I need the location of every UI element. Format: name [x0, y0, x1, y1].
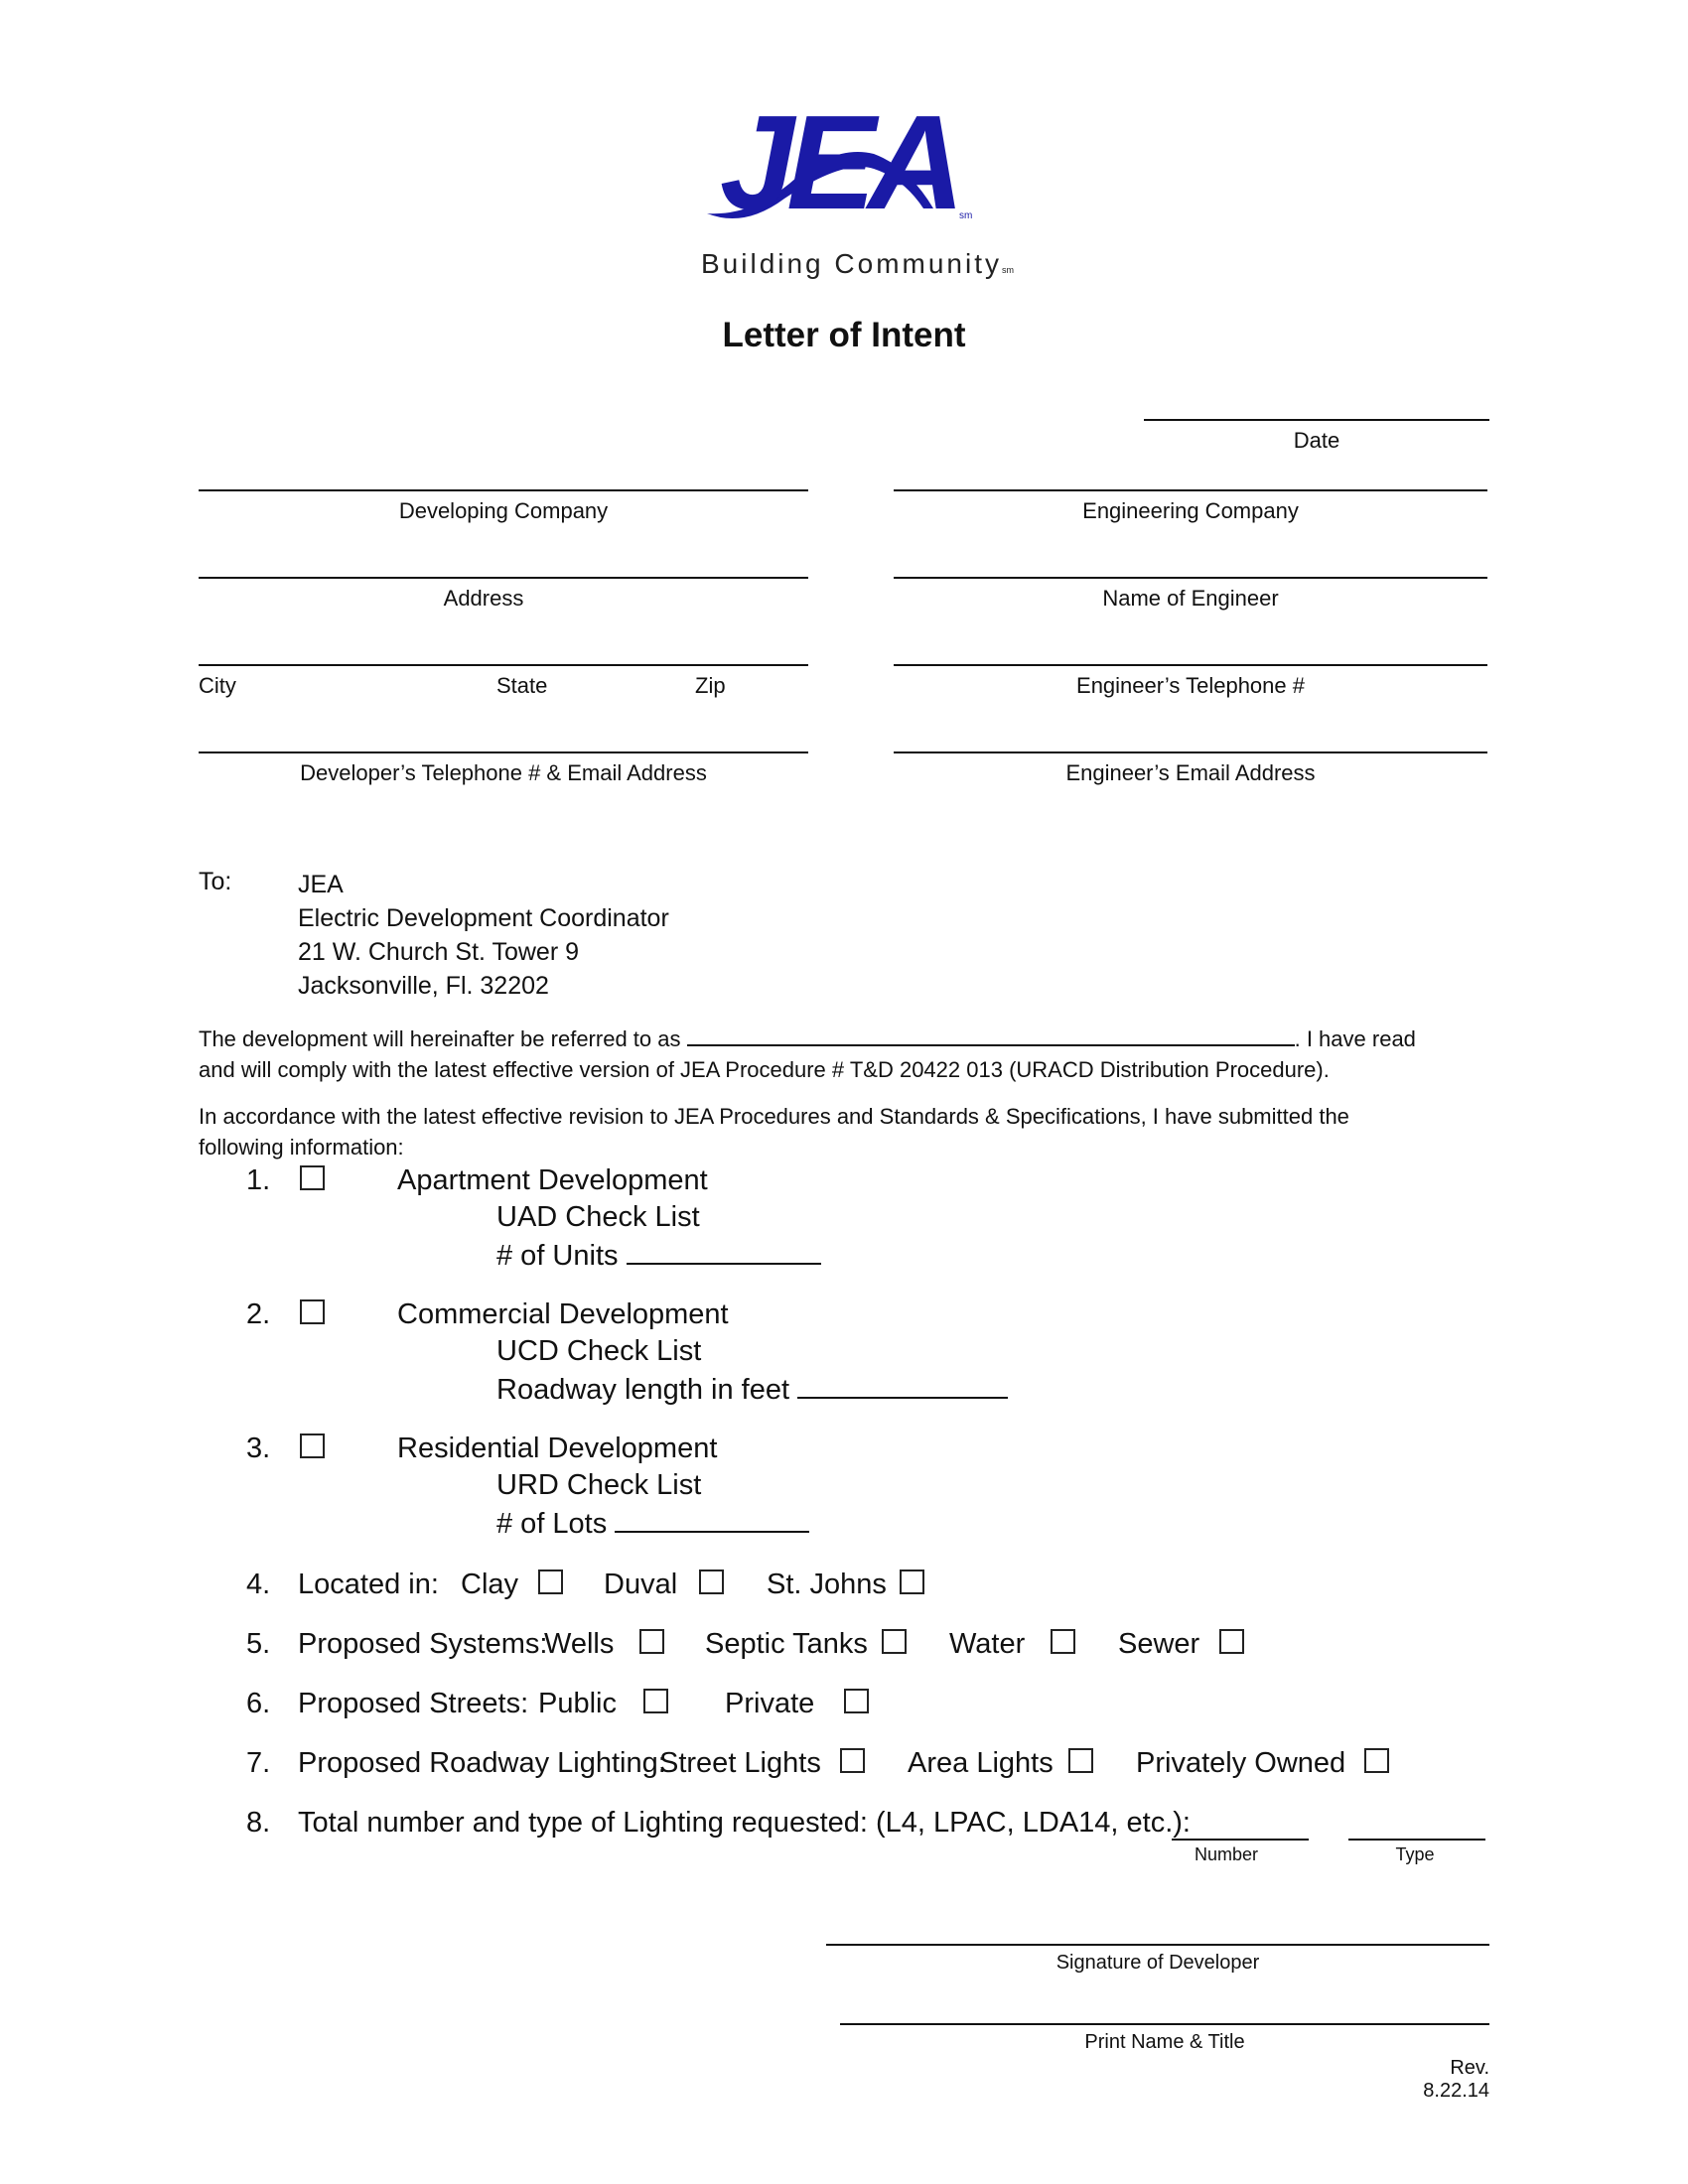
item-3-title: Residential Development — [397, 1433, 718, 1464]
septic-tanks-checkbox[interactable] — [882, 1632, 907, 1657]
option-public: Public — [538, 1688, 617, 1719]
engineer-name-line[interactable] — [894, 577, 1487, 579]
type-caption: Type — [1395, 1844, 1435, 1864]
option-st-johns — [767, 1569, 887, 1601]
option-street-lights: Street Lights — [659, 1747, 821, 1779]
item-3-sub2 — [496, 1507, 809, 1541]
development-name-blank[interactable] — [687, 1021, 1295, 1046]
units-blank[interactable] — [627, 1239, 821, 1265]
to-line-4: Jacksonville, Fl. 32202 — [298, 972, 549, 1000]
lots-label: # of Lots — [496, 1508, 608, 1540]
item-1-title: Apartment Development — [397, 1164, 708, 1196]
developing-company-line[interactable] — [199, 489, 808, 491]
engineer-telephone-line[interactable] — [894, 664, 1487, 666]
jea-logo-graphic — [695, 89, 983, 238]
units-label: # of Units — [496, 1240, 619, 1272]
development-paragraph — [199, 1021, 1509, 1085]
engineering-company-line[interactable] — [894, 489, 1487, 491]
option-duval — [604, 1569, 677, 1601]
logo-tagline — [701, 248, 1014, 280]
option-duval-label: Duval — [604, 1569, 678, 1600]
item-2-sub2 — [496, 1373, 1008, 1407]
item-8-label: Total number and type of Lighting requested: (L4, LPAC, LDA14, etc.): — [298, 1807, 1191, 1839]
area-lights-checkbox[interactable] — [1068, 1751, 1093, 1776]
number-caption: Number — [1194, 1844, 1259, 1864]
item-7-label: Proposed Roadway Lighting: — [298, 1747, 666, 1779]
date-line[interactable] — [1144, 419, 1489, 421]
engineer-name-label: Name of Engineer — [1102, 586, 1279, 611]
clay-checkbox[interactable] — [538, 1572, 563, 1597]
item-2-checkbox[interactable] — [300, 1302, 325, 1327]
item-6-number: 6. — [246, 1688, 271, 1719]
public-checkbox[interactable] — [643, 1692, 668, 1716]
st-johns-checkbox[interactable] — [900, 1572, 924, 1597]
item-3-number: 3. — [246, 1433, 271, 1464]
to-line-2: Electric Development Coordinator — [298, 904, 669, 932]
zip-label: Zip — [695, 673, 726, 698]
engineering-company-label: Engineering Company — [1082, 498, 1299, 523]
developer-contact-line[interactable] — [199, 751, 808, 753]
lighting-number-line[interactable] — [1172, 1839, 1309, 1841]
item-2-sub1: UCD Check List — [496, 1335, 702, 1367]
tagline-text: Building Community — [701, 248, 1002, 279]
item-4-label: Located in: — [298, 1569, 439, 1600]
date-label: Date — [1293, 428, 1340, 453]
item-4-number: 4. — [246, 1569, 271, 1600]
item-1-sub2 — [496, 1239, 821, 1273]
sewer-checkbox[interactable] — [1219, 1632, 1244, 1657]
development-text-line2: and will comply with the latest effective version of JEA Procedure # T&D 20422 013 (URACD Distribution Procedure). — [199, 1057, 1330, 1082]
option-septic-tanks: Septic Tanks — [705, 1628, 868, 1660]
city-label: City — [199, 673, 236, 698]
item-6-label: Proposed Streets: — [298, 1688, 529, 1719]
signature-label: Signature of Developer — [1055, 1952, 1260, 1974]
item-3-checkbox[interactable] — [300, 1436, 325, 1461]
roadway-length-label: Roadway length in feet — [496, 1374, 790, 1406]
option-clay-label: Clay — [461, 1569, 519, 1600]
item-5-number: 5. — [246, 1628, 271, 1660]
submission-paragraph: In accordance with the latest effective revision to JEA Procedures and Standards & Specifications, I have submitted the following information: — [199, 1104, 1349, 1160]
roadway-length-blank[interactable] — [797, 1373, 1008, 1399]
privately-owned-checkbox[interactable] — [1364, 1751, 1389, 1776]
print-name-label: Print Name & Title — [1084, 2031, 1245, 2053]
svg-text:JEA: JEA — [720, 89, 957, 237]
item-2-title: Commercial Development — [397, 1298, 729, 1330]
option-area-lights: Area Lights — [908, 1747, 1054, 1779]
development-text-after: . I have read — [1294, 1026, 1416, 1051]
lighting-type-line[interactable] — [1348, 1839, 1485, 1841]
page-title: Letter of Intent — [722, 316, 966, 354]
print-name-line[interactable] — [840, 2023, 1489, 2025]
option-privately-owned: Privately Owned — [1136, 1747, 1346, 1779]
development-text-before: The development will hereinafter be referred to as — [199, 1026, 681, 1051]
developer-contact-label: Developer’s Telephone # & Email Address — [300, 760, 707, 785]
lots-blank[interactable] — [615, 1507, 809, 1533]
item-3-sub1: URD Check List — [496, 1469, 702, 1501]
to-line-1: JEA — [298, 871, 344, 898]
street-lights-checkbox[interactable] — [840, 1751, 865, 1776]
address-label: Address — [443, 586, 524, 611]
to-label: To: — [199, 868, 232, 895]
logo-sm-mark: sm — [959, 210, 973, 221]
item-1-checkbox[interactable] — [300, 1168, 325, 1193]
item-2-number: 2. — [246, 1298, 271, 1330]
signature-line[interactable] — [826, 1944, 1489, 1946]
developing-company-label: Developing Company — [398, 498, 609, 523]
option-st-johns-label: St. Johns — [767, 1569, 887, 1600]
option-wells: Wells — [544, 1628, 615, 1660]
state-label: State — [496, 673, 548, 698]
engineer-telephone-label: Engineer’s Telephone # — [1076, 673, 1305, 698]
duval-checkbox[interactable] — [699, 1572, 724, 1597]
option-sewer: Sewer — [1118, 1628, 1200, 1660]
option-private: Private — [725, 1688, 815, 1719]
item-1-sub1: UAD Check List — [496, 1201, 700, 1233]
option-clay — [461, 1569, 518, 1601]
to-line-3: 21 W. Church St. Tower 9 — [298, 938, 579, 966]
water-checkbox[interactable] — [1051, 1632, 1075, 1657]
option-water: Water — [949, 1628, 1026, 1660]
tagline-sm-mark: sm — [1002, 265, 1014, 275]
item-5-label: Proposed Systems: — [298, 1628, 548, 1660]
item-7-number: 7. — [246, 1747, 271, 1779]
jea-logo — [695, 89, 983, 238]
revision-label: Rev. 8.22.14 — [1423, 2057, 1489, 2102]
wells-checkbox[interactable] — [639, 1632, 664, 1657]
address-line[interactable] — [199, 577, 808, 579]
engineer-email-label: Engineer’s Email Address — [1065, 760, 1316, 785]
city-state-zip-line[interactable] — [199, 664, 808, 666]
item-8-number: 8. — [246, 1807, 271, 1839]
item-1-number: 1. — [246, 1164, 271, 1196]
engineer-email-line[interactable] — [894, 751, 1487, 753]
private-checkbox[interactable] — [844, 1692, 869, 1716]
to-address-block — [298, 868, 669, 1003]
